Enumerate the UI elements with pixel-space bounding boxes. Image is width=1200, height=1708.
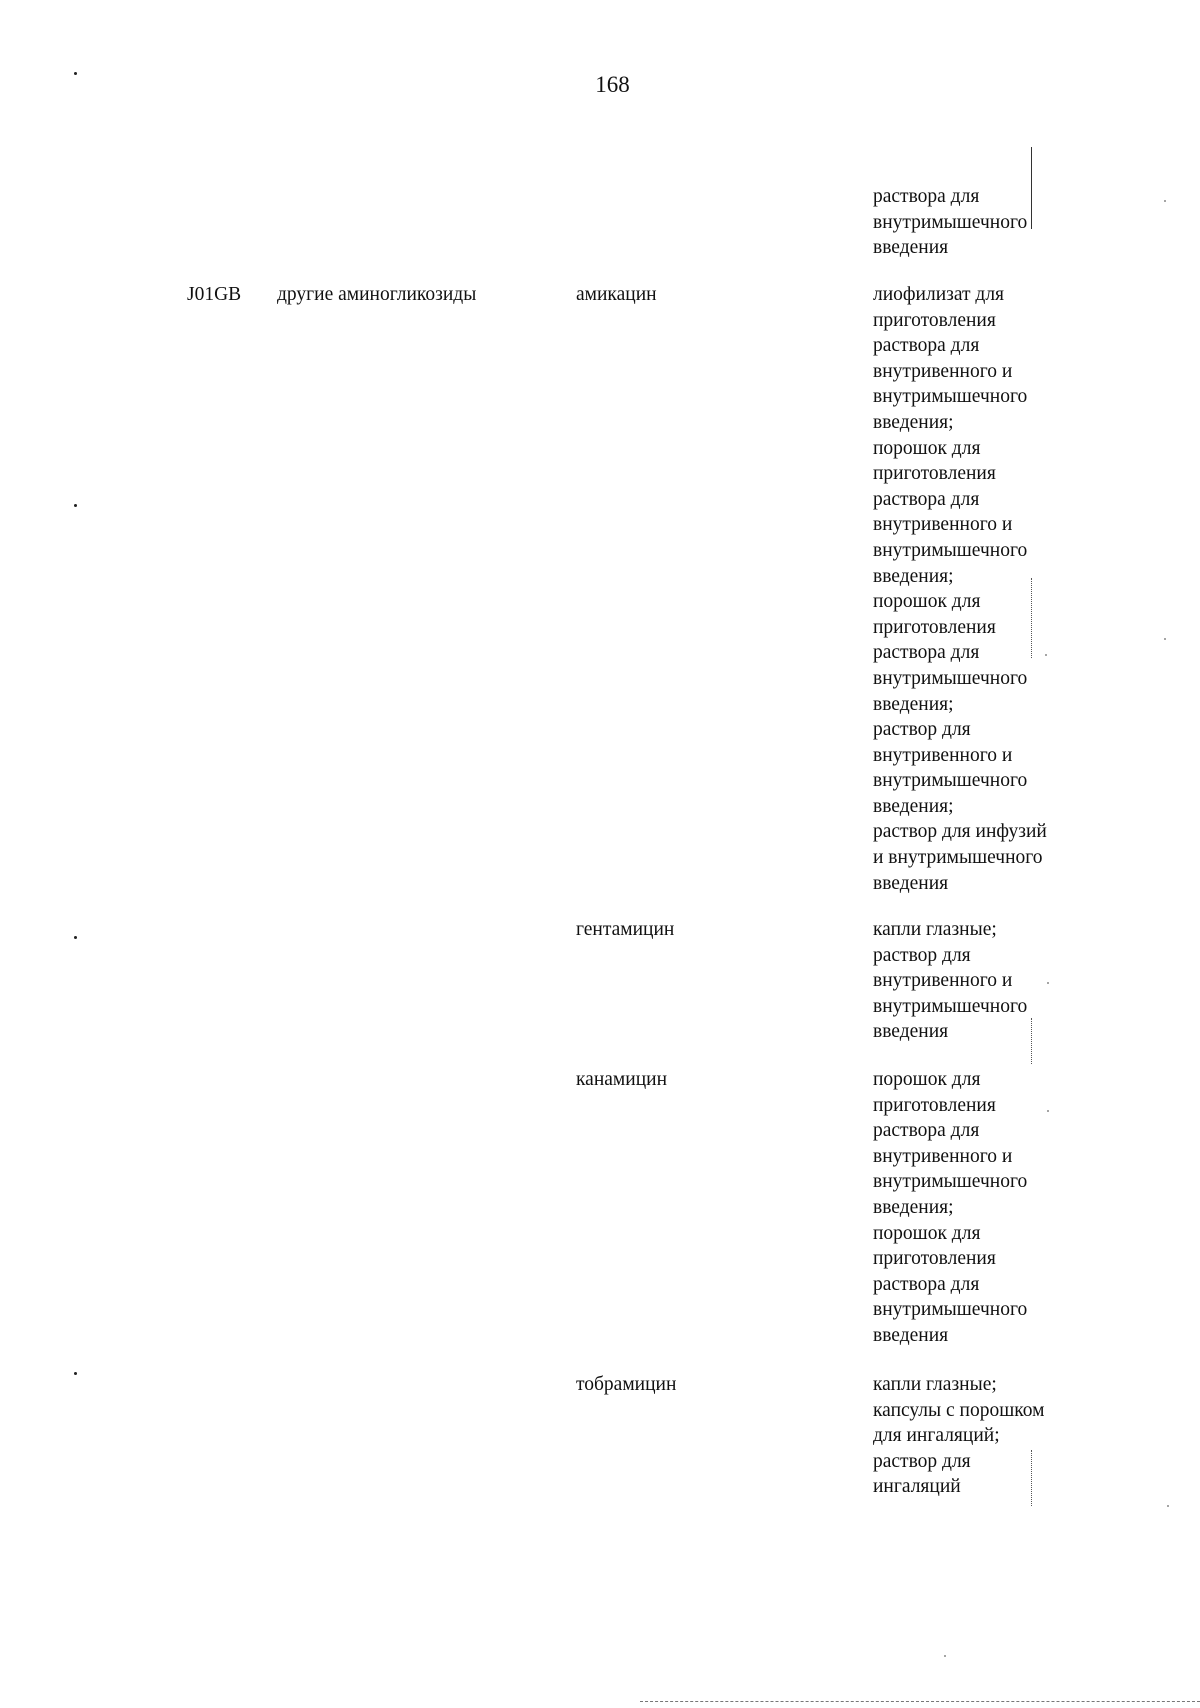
margin-mark: [74, 936, 77, 939]
scan-speck: [1047, 1110, 1049, 1112]
margin-mark: [74, 72, 77, 75]
scan-speck: [1164, 200, 1166, 202]
scan-speck: [1167, 1505, 1169, 1507]
margin-mark: [74, 504, 77, 507]
table-border-fragment: [1031, 1450, 1033, 1506]
dosage-forms-gentamicin: капли глазные; раствор для внутривенного и внутримышечного введения: [873, 919, 1028, 1043]
atc-code: J01GB: [187, 284, 242, 305]
page-number: 168: [595, 72, 630, 97]
scan-speck: [1164, 638, 1166, 640]
scan-speck: [944, 1655, 946, 1657]
drug-name-amikacin: амикацин: [576, 284, 657, 305]
dosage-forms-tobramycin: капли глазные; капсулы с порошком для ингаляций; раствор для ингаляций: [873, 1374, 1045, 1498]
table-border-fragment: [1031, 1018, 1033, 1064]
scan-speck: [1045, 654, 1047, 656]
margin-mark: [74, 1372, 77, 1375]
drug-name-kanamycin: канамицин: [576, 1069, 668, 1090]
dosage-forms-amikacin: лиофилизат для приготовления раствора для внутривенного и внутримышечного введения; порошок для приготовления раствора для внутривенного и внутримышечного введения; порошок для приготовления раствора для внутримышечного введения; раствор для внутривенного и внутримышечного введения; раствор для инфузий и внутримышечного введения: [873, 284, 1047, 894]
drug-name-gentamicin: гентамицин: [576, 919, 675, 940]
scan-edge-noise: [640, 1701, 1200, 1704]
table-border-fragment: [1031, 578, 1033, 658]
scan-speck: [1047, 982, 1049, 984]
atc-group-name: другие аминогликозиды: [277, 284, 477, 305]
dosage-forms-continuation: раствора для внутримышечного введения: [873, 186, 1028, 259]
dosage-forms-kanamycin: порошок для приготовления раствора для внутривенного и внутримышечного введения; порошок для приготовления раствора для внутримышечного введения: [873, 1069, 1028, 1346]
drug-name-tobramycin: тобрамицин: [576, 1374, 677, 1395]
table-border-fragment: [1031, 147, 1032, 229]
